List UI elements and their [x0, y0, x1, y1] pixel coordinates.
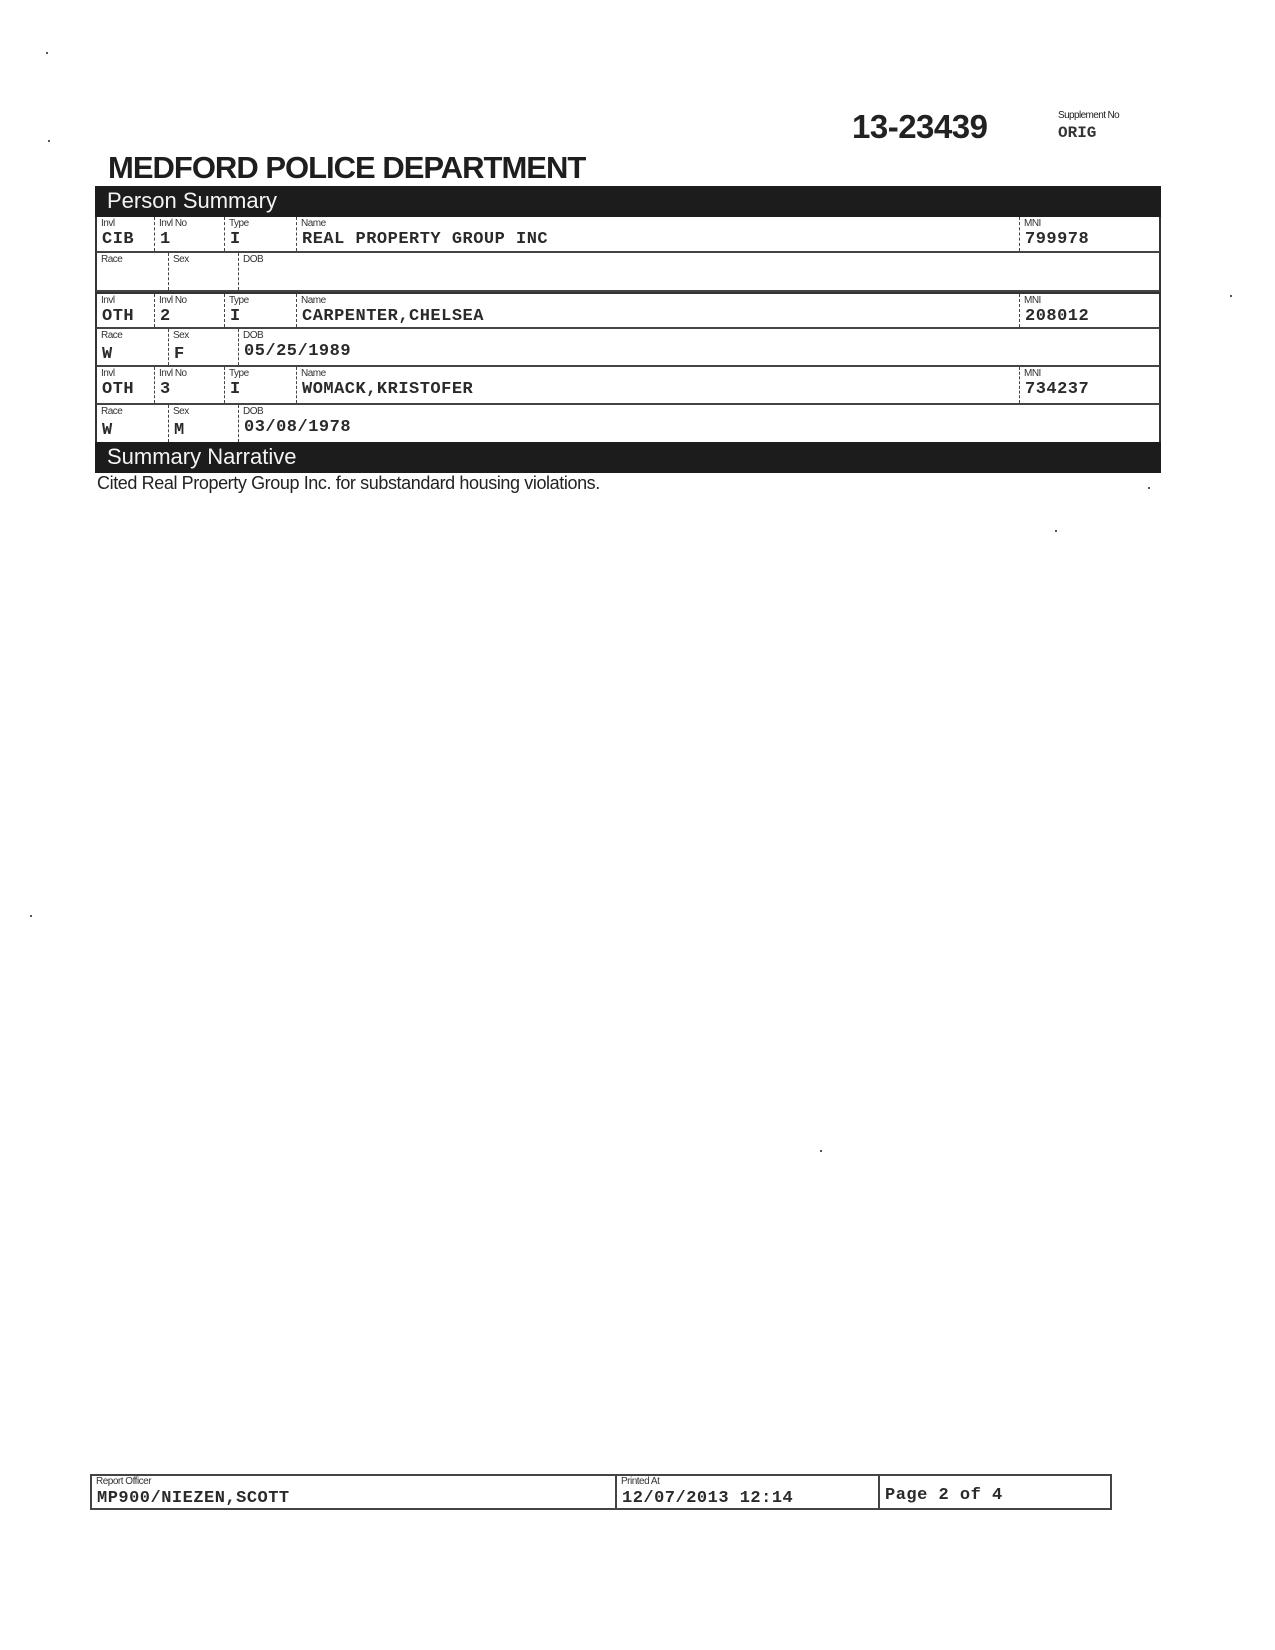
- race-label: Race: [101, 330, 123, 341]
- person-1-identity-row: [95, 217, 1161, 253]
- race-label: Race: [101, 254, 123, 265]
- invl-value: OTH: [102, 307, 135, 326]
- dob-cell: [238, 253, 1159, 290]
- sex-label: Sex: [173, 254, 189, 265]
- type-value: I: [230, 380, 241, 399]
- dob-label: DOB: [243, 330, 264, 341]
- race-cell: [97, 253, 168, 290]
- scan-speck: [48, 140, 50, 142]
- printed-at-box: [615, 1474, 880, 1510]
- dob-cell: [238, 329, 1159, 365]
- invl-no-label: Invl No: [159, 368, 187, 379]
- mni-value: 208012: [1025, 307, 1090, 326]
- person-1-demographics-row: [95, 253, 1161, 292]
- supplement-value: ORIG: [1058, 124, 1097, 142]
- invl-label: Invl: [101, 218, 115, 229]
- mni-label: MNI: [1024, 295, 1041, 306]
- dob-cell: [238, 405, 1159, 442]
- sex-label: Sex: [173, 330, 189, 341]
- report-officer-value: MP900/NIEZEN,SCOTT: [97, 1489, 290, 1508]
- type-cell: [224, 294, 296, 327]
- invl-value: CIB: [102, 230, 135, 249]
- scan-speck: [820, 1150, 822, 1152]
- page-number: Page 2 of 4: [885, 1486, 1003, 1505]
- type-value: I: [230, 230, 241, 249]
- invl-no-cell: [154, 367, 224, 403]
- dob-label: DOB: [243, 406, 264, 417]
- race-cell: [97, 329, 168, 365]
- summary-narrative-header: Summary Narrative: [95, 442, 1161, 473]
- race-label: Race: [101, 406, 123, 417]
- mni-cell: [1019, 367, 1159, 403]
- mni-cell: [1019, 294, 1159, 327]
- invl-cell: [97, 294, 154, 327]
- report-officer-label: Report Officer: [96, 1476, 152, 1487]
- type-cell: [224, 217, 296, 251]
- person-2-demographics-row: [95, 329, 1161, 367]
- person-3-demographics-row: [95, 405, 1161, 442]
- race-value: W: [102, 421, 113, 440]
- sex-value: M: [174, 421, 185, 440]
- department-title: MEDFORD POLICE DEPARTMENT: [108, 150, 586, 185]
- name-cell: [296, 294, 1019, 327]
- invl-no-cell: [154, 217, 224, 251]
- invl-cell: [97, 217, 154, 251]
- type-label: Type: [229, 295, 249, 306]
- invl-no-cell: [154, 294, 224, 327]
- invl-no-value: 1: [160, 230, 171, 249]
- summary-narrative-text: Cited Real Property Group Inc. for substandard housing violations.: [97, 473, 600, 493]
- sex-cell: [168, 253, 238, 290]
- name-value: CARPENTER,CHELSEA: [302, 307, 484, 326]
- person-2-identity-row: [95, 292, 1161, 329]
- name-value: REAL PROPERTY GROUP INC: [302, 230, 549, 249]
- person-3-identity-row: [95, 367, 1161, 405]
- dob-value: 03/08/1978: [244, 418, 352, 437]
- race-value: W: [102, 345, 113, 364]
- person-summary-header: Person Summary: [95, 186, 1161, 217]
- name-cell: [296, 217, 1019, 251]
- invl-no-value: 3: [160, 380, 171, 399]
- invl-cell: [97, 367, 154, 403]
- page-number-box: [878, 1474, 1112, 1510]
- name-label: Name: [301, 368, 326, 379]
- report-officer-box: [90, 1474, 617, 1510]
- invl-no-label: Invl No: [159, 218, 187, 229]
- mni-cell: [1019, 217, 1159, 251]
- scan-speck: [30, 915, 32, 917]
- invl-no-value: 2: [160, 307, 171, 326]
- type-value: I: [230, 307, 241, 326]
- type-label: Type: [229, 218, 249, 229]
- sex-value: F: [174, 345, 185, 364]
- dob-value: 05/25/1989: [244, 342, 352, 361]
- dob-label: DOB: [243, 254, 264, 265]
- scan-speck: [1230, 295, 1232, 297]
- scan-speck: [1055, 530, 1057, 532]
- invl-no-label: Invl No: [159, 295, 187, 306]
- mni-label: MNI: [1024, 218, 1041, 229]
- case-number: 13-23439: [852, 108, 988, 145]
- mni-label: MNI: [1024, 368, 1041, 379]
- type-label: Type: [229, 368, 249, 379]
- printed-at-value: 12/07/2013 12:14: [622, 1489, 794, 1508]
- type-cell: [224, 367, 296, 403]
- mni-value: 799978: [1025, 230, 1090, 249]
- scan-speck: [1148, 487, 1150, 489]
- sex-cell: [168, 405, 238, 442]
- supplement-label: Supplement No: [1058, 110, 1120, 121]
- name-label: Name: [301, 218, 326, 229]
- printed-at-label: Printed At: [621, 1476, 660, 1487]
- sex-label: Sex: [173, 406, 189, 417]
- invl-value: OTH: [102, 380, 135, 399]
- scan-speck: [46, 52, 48, 54]
- name-cell: [296, 367, 1019, 403]
- mni-value: 734237: [1025, 380, 1090, 399]
- sex-cell: [168, 329, 238, 365]
- invl-label: Invl: [101, 368, 115, 379]
- name-value: WOMACK,KRISTOFER: [302, 380, 474, 399]
- invl-label: Invl: [101, 295, 115, 306]
- race-cell: [97, 405, 168, 442]
- name-label: Name: [301, 295, 326, 306]
